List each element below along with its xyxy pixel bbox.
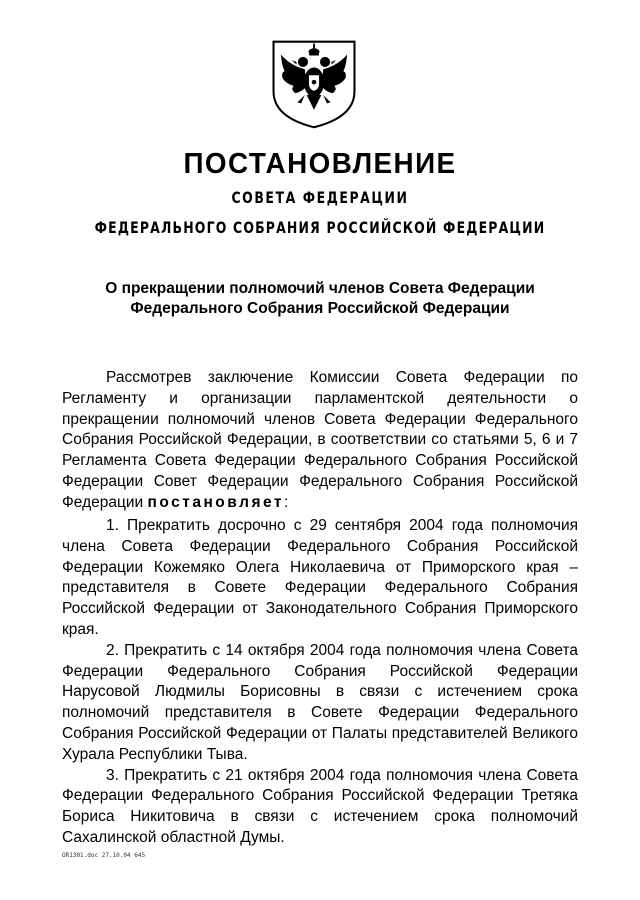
intro-text: Рассмотрев заключение Комиссии Совета Федерации по Регламенту и организации парламентской деятельности о прекращении полномочий членов Совета Федерации Федерального Собрания Российской Федерации, в соответствии со статьями 5, 6 и 7 Регламента Совета Федерации Федерального Собрания Российской Федерации Совет Федерации Федерального Собрания Российской Федерации [62, 369, 578, 511]
russian-emblem-icon [268, 38, 360, 130]
resolution-item-3: 3. Прекратить с 21 октября 2004 года полномочия члена Совета Федерации Федерального Собрания Российской Федерации Третяка Бориса Никитовича в связи с истечением срока полномочий Сахалинской областной Думы. [62, 766, 578, 846]
heading-line-2: Федерального Собрания Российской Федерации [130, 300, 510, 317]
resolution-item-1: 1. Прекратить досрочно с 29 сентября 2004 года полномочия члена Совета Федерации Федерального Собрания Российской Федерации Кожемяко Олега Николаевича от Приморского края – представителя в Совете Федерации Федерального Собрания Российской Федерации от Законодательного Собрания Приморского края. [62, 517, 578, 638]
document-title: ПОСТАНОВЛЕНИЕ [183, 148, 457, 180]
issuer-line-1: СОВЕТА ФЕДЕРАЦИИ [231, 188, 409, 207]
decision-word: постановляет [147, 493, 284, 511]
resolution-items [62, 516, 578, 849]
intro-paragraph [62, 368, 578, 514]
heading-line-1: О прекращении полномочий членов Совета Федерации [105, 280, 535, 297]
issuer-line-2: ФЕДЕРАЛЬНОГО СОБРАНИЯ РОССИЙСКОЙ ФЕДЕРАЦИИ [94, 218, 546, 237]
resolution-heading [60, 279, 580, 319]
file-reference: ОR1301.doc 27.10.04 645 [62, 852, 146, 859]
decision-colon: : [284, 493, 289, 511]
resolution-item-2: 2. Прекратить с 14 октября 2004 года полномочия члена Совета Федерации Федерального Собрания Российской Федерации Нарусовой Людмилы Борисовны в связи с истечением срока полномочий представителя в Совете Федерации Федерального Собрания Российской Федерации от Палаты представителей Великого Хурала Республики Тыва. [62, 641, 578, 763]
